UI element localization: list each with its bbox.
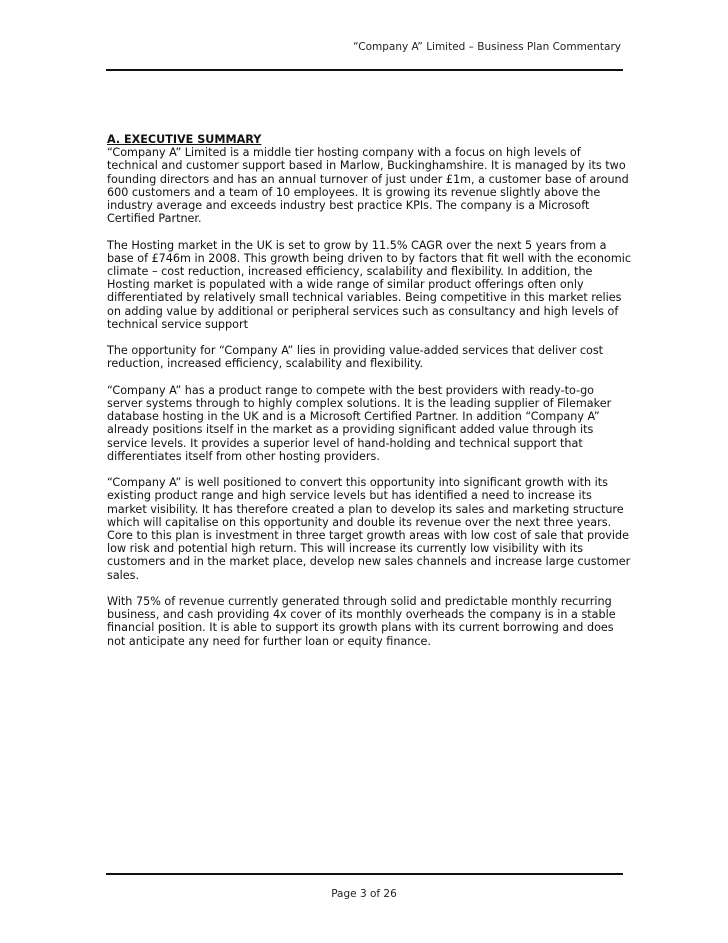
section-heading: A. EXECUTIVE SUMMARY [107,133,262,146]
running-header: “Company A” Limited – Business Plan Commentary [353,41,621,53]
paragraph-3: The opportunity for “Company A” lies in providing value-added services that deliver cost reduction, increased efficiency, scalability and flexibility. [107,344,604,371]
paragraph-6: With 75% of revenue currently generated through solid and predictable monthly recurring business, and cash providing 4x cover of its monthly overheads the company is in a stable financial position. It is able to support its growth plans with its current borrowing and does not anticipate any need for further loan or equity finance. [107,595,616,648]
paragraph-4: “Company A” has a product range to compete with the best providers with ready-to-go server systems through to highly complex solutions. It is the leading supplier of Filemaker database hosting in the UK and is a Microsoft Certified Partner. In addition “Company A” already positions itself in the market as a providing significant added value through its service levels. It provides a superior level of hand-holding and technical support that differentiates itself from other hosting providers. [107,383,612,463]
footer-divider [106,873,623,875]
header-divider [106,69,623,71]
paragraph-5: “Company A” is well positioned to convert this opportunity into significant growth with its existing product range and high service levels but has identified a need to increase its market visibility. It has therefore created a plan to develop its sales and marketing structure which will capitalise on this opportunity and double its revenue over the next three years. Core to this plan is investment in three target growth areas with low cost of sale that provide low risk and potential high return. This will increase its currently low visibility with its customers and in the market place, develop new sales channels and increase large customer sales. [107,476,631,582]
paragraph-1: “Company A” Limited is a middle tier hosting company with a focus on high levels of technical and customer support based in Marlow, Buckinghamshire. It is managed by its two founding directors and has an annual turnover of just under £1m, a customer base of around 600 customers and a team of 10 employees. It is growing its revenue slightly above the industry average and exceeds industry best practice KPIs. The company is a Microsoft Certified Partner. [107,146,629,226]
paragraph-2: The Hosting market in the UK is set to grow by 11.5% CAGR over the next 5 years from a base of £746m in 2008. This growth being driven to by factors that fit well with the economic climate – cost reduction, increased efficiency, scalability and flexibility. In addition, the Hosting market is populated with a wide range of similar product offerings often only differentiated by relatively small technical variables. Being competitive in this market relies on adding value by additional or peripheral services such as consultancy and high levels of technical service support [107,238,632,331]
page-number: Page 3 of 26 [331,888,397,900]
main-content [107,133,632,661]
